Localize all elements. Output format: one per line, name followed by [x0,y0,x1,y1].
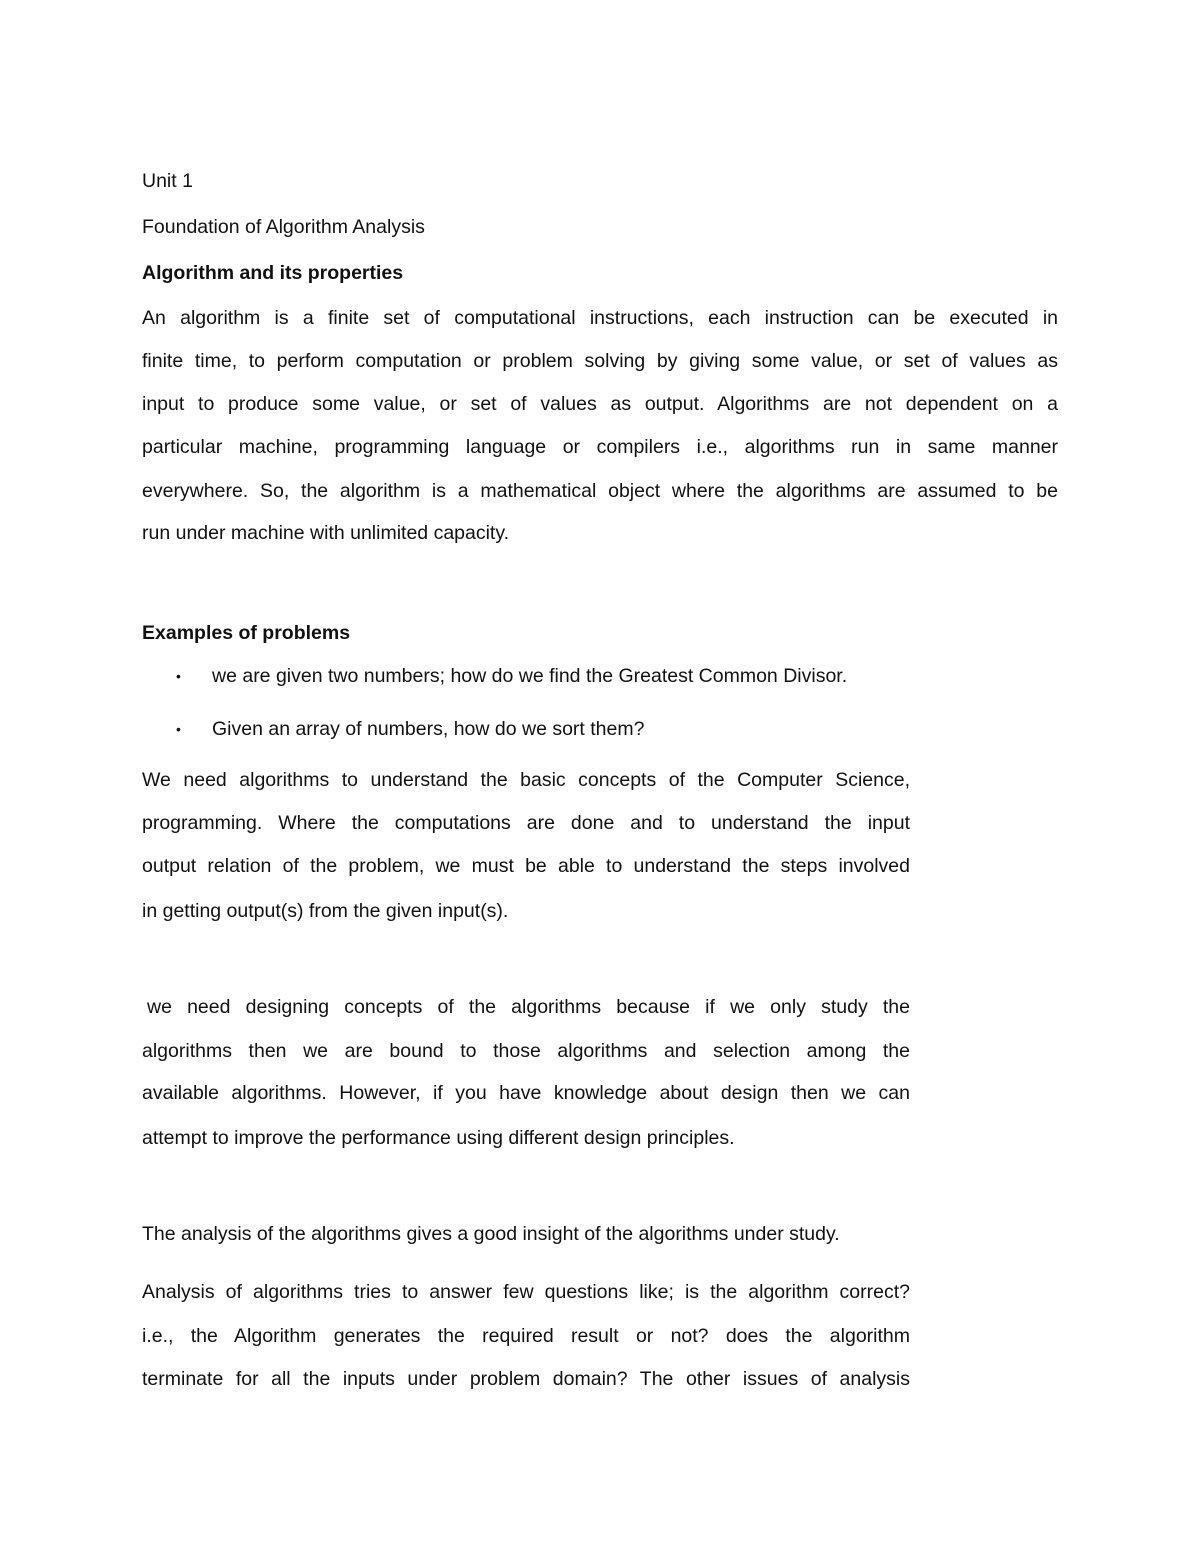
intro-line: particular machine, programming language or compilers i.e., algorithms run in same manner [142,436,1058,458]
bullet-icon: • [176,721,181,737]
examples-heading: Examples of problems [142,622,351,644]
unit-label: Unit 1 [142,170,193,192]
design-line: algorithms then we are bound to those algorithms and selection among the [142,1040,910,1062]
design-line: we need designing concepts of the algorithms because if we only study the [147,996,910,1018]
intro-line: An algorithm is a finite set of computational instructions, each instruction can be executed in [142,307,1058,329]
intro-line: run under machine with unlimited capacity. [142,522,510,544]
section-heading: Algorithm and its properties [142,262,404,284]
analysis-line: i.e., the Algorithm generates the required result or not? does the algorithm [142,1325,910,1347]
list-item-text: we are given two numbers; how do we find the Greatest Common Divisor. [212,665,848,687]
analysis-insight: The analysis of the algorithms gives a good insight of the algorithms under study. [142,1223,840,1245]
need-line: in getting output(s) from the given input(s). [142,900,509,922]
analysis-line: Analysis of algorithms tries to answer few questions like; is the algorithm correct? [142,1281,910,1303]
need-line: We need algorithms to understand the basic concepts of the Computer Science, [142,769,910,791]
list-item-text: Given an array of numbers, how do we sort them? [212,718,645,740]
design-line: available algorithms. However, if you have knowledge about design then we can [142,1082,910,1104]
document-title: Foundation of Algorithm Analysis [142,216,425,238]
analysis-line: terminate for all the inputs under problem domain? The other issues of analysis [142,1368,910,1390]
bullet-icon: • [176,668,181,684]
intro-line: finite time, to perform computation or problem solving by giving some value, or set of values as [142,350,1058,372]
intro-line: everywhere. So, the algorithm is a mathematical object where the algorithms are assumed to be [142,480,1058,502]
design-line: attempt to improve the performance using different design principles. [142,1127,735,1149]
intro-line: input to produce some value, or set of values as output. Algorithms are not dependent on a [142,393,1058,415]
need-line: programming. Where the computations are done and to understand the input [142,812,910,834]
need-line: output relation of the problem, we must be able to understand the steps involved [142,855,910,877]
